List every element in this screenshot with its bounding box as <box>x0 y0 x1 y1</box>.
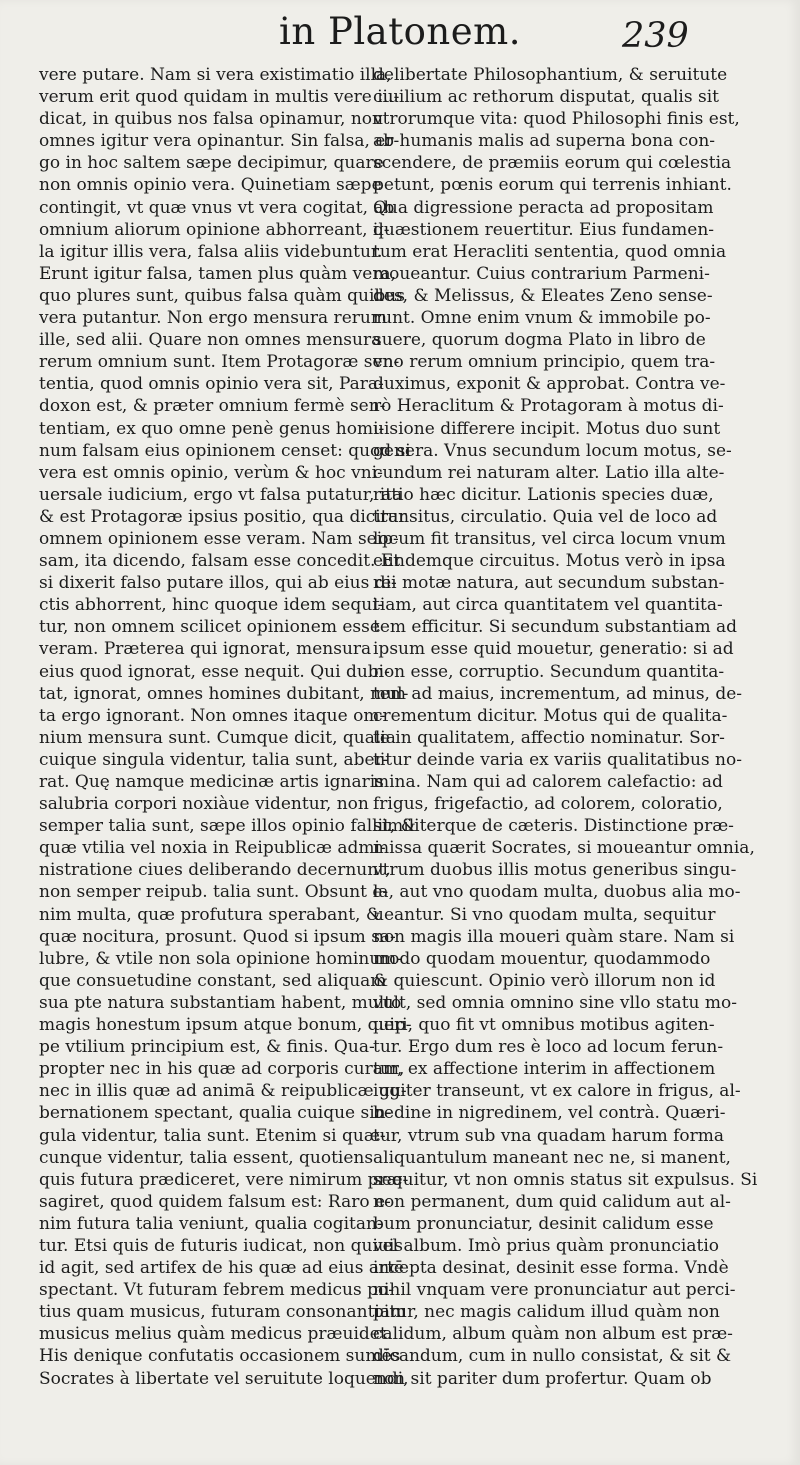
right-text-column <box>373 64 758 1390</box>
text-line: tentia, quod omnis opinio vera sit, Para- <box>39 374 384 395</box>
text-line: verum erit quod quidam in multis vere iu- <box>39 87 400 108</box>
text-line: Qua digressione peracta ad propositam <box>373 197 714 218</box>
text-line: vtrum duobus illis motus generibus singu- <box>373 860 737 881</box>
text-line: uersale iudicium, ergo vt falsa putatur, ita <box>39 484 403 505</box>
text-line: & quiescunt. Opinio verò illorum non id <box>373 970 716 991</box>
text-line: uisione differere incipit. Motus duo sunt <box>373 418 721 439</box>
text-line: locum fit transitus, vel circa locum vnum <box>373 528 726 549</box>
text-line: vere putare. Nam si vera existimatio illa, <box>39 65 392 85</box>
text-line: mina. Nam qui ad calorem calefactio: ad <box>373 772 723 792</box>
text-line: veram. Præterea qui ignorat, mensura <box>39 639 372 660</box>
text-line: iugiter transeunt, vt ex calore in frigus, al- <box>373 1081 741 1102</box>
text-line: His denique confutatis occasionem sumēs <box>39 1346 401 1367</box>
text-line: semper talia sunt, sæpe illos opinio fallit, & <box>39 816 416 837</box>
text-line: incepta desinat, desinit esse forma. Vndè <box>373 1258 729 1279</box>
text-line: pe vtilium principium est, & finis. Qua- <box>39 1037 375 1058</box>
text-line: sua pte natura substantiam habent, multo <box>39 992 402 1013</box>
text-line: ciuilium ac rethorum disputat, qualis sit <box>373 87 719 108</box>
text-line: non semper reipub. talia sunt. Obsunt e- <box>39 882 389 903</box>
text-line: ta ergo ignorant. Non omnes itaque om- <box>39 705 386 726</box>
text-line: ipsum esse quid mouetur, generatio: si ad <box>373 639 734 660</box>
text-line: propter nec in his quæ ad corporis curam, <box>39 1059 405 1080</box>
text-line: lubre, & vtile non sola opinione hominum- <box>39 948 403 969</box>
text-line: non omnis opinio vera. Quinetiam sæpe <box>39 175 382 196</box>
text-line: bedine in nigredinem, vel contrà. Quæri- <box>373 1103 726 1124</box>
text-line: suere, quorum dogma Plato in libro de <box>373 330 706 351</box>
text-line: rerum omnium sunt. Item Protagoræ sen- <box>39 352 400 373</box>
text-line: nec in illis quæ ad animā & reipublicæ gu- <box>39 1081 407 1102</box>
text-line: vel album. Imò prius quàm pronunciatio <box>373 1235 720 1256</box>
page-number: 239 <box>622 16 689 56</box>
text-line: vera est omnis opinio, verùm & hoc vni- <box>39 462 383 483</box>
text-line: spectant. Vt futuram febrem medicus po- <box>39 1280 394 1301</box>
text-line: cuique singula videntur, talia sunt, aber- <box>39 749 389 770</box>
text-line: cunque videntur, talia essent, quotiens <box>39 1147 374 1168</box>
text-line: tur, vtrum sub vna quadam harum forma <box>373 1125 725 1146</box>
text-line: vtrorumque vita: quod Philosophi finis est, <box>373 109 740 130</box>
text-line: runt. Omne enim vnum & immobile po- <box>373 308 711 329</box>
text-line: titur deinde varia ex variis qualitatibus no- <box>373 749 742 770</box>
text-line: Socrates à libertate vel seruitute loquendi, <box>39 1368 409 1389</box>
text-line: similiterque de cæteris. Distinctione præ- <box>373 816 734 837</box>
text-line: doxon est, & præter omnium fermè sen- <box>39 396 386 417</box>
text-line: scendere, de præmiis eorum qui cœlestia <box>373 153 732 174</box>
text-line: tur, non omnem scilicet opinionem esse <box>39 617 380 638</box>
text-line: la, aut vno quodam multa, duobus alia mo- <box>373 882 741 903</box>
text-line: cundum rei naturam alter. Latio illa alte- <box>373 462 725 483</box>
text-line: non esse, corruptio. Secundum quantita- <box>373 661 725 682</box>
text-line: tius quam musicus, futuram consonantiam <box>39 1302 407 1323</box>
text-line: frigus, frigefactio, ad colorem, coloratio, <box>373 794 723 815</box>
text-line: aliquantulum maneant nec ne, si manent, <box>373 1147 731 1168</box>
text-line: la igitur illis vera, falsa aliis videbuntur. <box>39 241 383 262</box>
text-line: dicandum, cum in nullo consistat, & sit & <box>373 1346 732 1367</box>
text-line: petunt, pœnis eorum qui terrenis inhiant. <box>373 175 732 196</box>
text-line: bernationem spectant, qualia cuique sin- <box>39 1103 392 1124</box>
text-line: bum pronunciatur, desinit calidum esse <box>373 1213 714 1234</box>
text-line: go in hoc saltem sæpe decipimur, quare <box>39 153 384 174</box>
text-line: vera putantur. Non ergo mensura rerum <box>39 308 387 329</box>
text-line: non sit pariter dum profertur. Quam ob <box>373 1368 712 1389</box>
text-line: sagiret, quod quidem falsum est: Raro e- <box>39 1191 391 1212</box>
text-line: rei motæ natura, aut secundum substan- <box>373 573 725 594</box>
text-line: omnes igitur vera opinantur. Sin falsa, er- <box>39 131 400 152</box>
text-line: non magis illa moueri quàm stare. Nam si <box>373 926 735 947</box>
text-line: que consuetudine constant, sed aliquam <box>39 970 387 991</box>
text-line: non permanent, dum quid calidum aut al- <box>373 1191 731 1212</box>
text-line: tem efficitur. Si secundum substantiam ad <box>373 617 737 638</box>
text-line: tiam, aut circa quantitatem vel quantita- <box>373 595 723 616</box>
text-line: quæ vtilia vel noxia in Reipublicæ admi- <box>39 838 386 859</box>
text-line: nim multa, quæ profutura sperabant, & <box>39 904 382 925</box>
text-line: tur. Ergo dum res è loco ad locum ferun- <box>373 1037 724 1058</box>
text-line: nim futura talia veniunt, qualia cogitan- <box>39 1213 383 1234</box>
text-line: gula videntur, talia sunt. Etenim si quæ- <box>39 1125 386 1146</box>
text-line: si dixerit falso putare illos, qui ab eius di- <box>39 573 397 594</box>
text-line: rat. Quę namque medicinæ artis ignaris <box>39 772 384 792</box>
text-line: delibertate Philosophantium, & seruitute <box>373 65 728 85</box>
text-line: tat, ignorat, omnes homines dubitant, mul- <box>39 683 409 704</box>
text-line: nium mensura sunt. Cumque dicit, qualia <box>39 727 396 748</box>
text-line: omnium aliorum opinione abhorreant, il- <box>39 219 390 240</box>
text-line: num falsam eius opinionem censet: quod si <box>39 440 411 461</box>
text-line: tem ad maius, incrementum, ad minus, de- <box>373 683 743 704</box>
text-line: ctis abhorrent, hinc quoque idem sequi- <box>39 595 384 616</box>
text-line: missa quærit Socrates, si moueantur omnia, <box>373 838 755 859</box>
text-line: musicus melius quàm medicus præuidet. <box>39 1324 393 1345</box>
text-line: id agit, sed artifex de his quæ ad eius artē <box>39 1258 404 1279</box>
text-line: duximus, exponit & approbat. Contra ve- <box>373 374 726 395</box>
text-line: sam, ita dicendo, falsam esse concedit. Et <box>39 551 401 572</box>
text-line: tur. Etsi quis de futuris iudicat, non quiuis <box>39 1235 404 1256</box>
text-line: Erunt igitur falsa, tamen plus quàm vera, <box>39 263 396 284</box>
text-line: quæ nocitura, prosunt. Quod si ipsum sa- <box>39 926 396 947</box>
text-line: ueri, quo fit vt omnibus motibus agiten- <box>373 1015 715 1036</box>
text-line: ab humanis malis ad superna bona con- <box>373 131 716 152</box>
text-line: ille, sed alii. Quare non omnes mensura <box>39 330 382 351</box>
text-line: tur, ex affectione interim in affectionem <box>373 1059 716 1080</box>
text-line: quis futura prædiceret, vere nimirum præ- <box>39 1169 409 1190</box>
running-head: in Platonem. <box>279 10 521 53</box>
text-line: nistratione ciues deliberando decernunt, <box>39 860 391 881</box>
text-line: modo quodam mouentur, quodammodo <box>373 948 711 969</box>
text-line: crementum dicitur. Motus qui de qualita- <box>373 705 728 726</box>
text-line: magis honestum ipsum atque bonum, quip- <box>39 1015 412 1036</box>
text-line: transitus, circulatio. Quia vel de loco ad <box>373 506 718 527</box>
text-line: ratio hæc dicitur. Lationis species duæ, <box>373 484 714 505</box>
text-line: moueantur. Cuius contrarium Parmeni- <box>373 263 710 284</box>
left-text-column <box>39 64 416 1390</box>
text-line: tum erat Heracliti sententia, quod omnia <box>373 241 727 262</box>
text-line: & est Protagoræ ipsius positio, qua dicitur <box>39 506 407 527</box>
text-line: pitur, nec magis calidum illud quàm non <box>373 1302 720 1323</box>
text-line: contingit, vt quæ vnus vt vera cogitat, ab <box>39 197 395 218</box>
text-line: genera. Vnus secundum locum motus, se- <box>373 440 732 461</box>
text-line: des, & Melissus, & Eleates Zeno sense- <box>373 285 713 306</box>
text-line: vult, sed omnia omnino sine vllo statu mo- <box>373 992 737 1013</box>
text-line: sequitur, vt non omnis status sit expulsus. Si <box>373 1169 758 1190</box>
text-line: salubria corpori noxiàue videntur, non <box>39 794 369 815</box>
text-line: dicat, in quibus nos falsa opinamur, non <box>39 109 383 130</box>
text-line: tentiam, ex quo omne penè genus homi- <box>39 418 385 439</box>
text-line: te in qualitatem, affectio nominatur. Sor- <box>373 727 725 748</box>
text-line: calidum, album quàm non album est præ- <box>373 1324 733 1345</box>
text-line: quo plures sunt, quibus falsa quàm quibus <box>39 285 405 306</box>
text-line: eius quod ignorat, esse nequit. Qui dubi- <box>39 661 390 682</box>
text-line: omnem opinionem esse veram. Nam seip- <box>39 528 399 549</box>
text-line: rò Heraclitum & Protagoram à motus di- <box>373 396 724 417</box>
text-line: ueantur. Si vno quodam multa, sequitur <box>373 904 716 925</box>
text-line: vno rerum omnium principio, quem tra- <box>373 352 716 373</box>
text-line: nihil vnquam vere pronunciatur aut perci- <box>373 1280 736 1301</box>
text-line: eundemque circuitus. Motus verò in ipsa <box>373 551 726 572</box>
text-line: quæstionem reuertitur. Eius fundamen- <box>373 219 715 240</box>
